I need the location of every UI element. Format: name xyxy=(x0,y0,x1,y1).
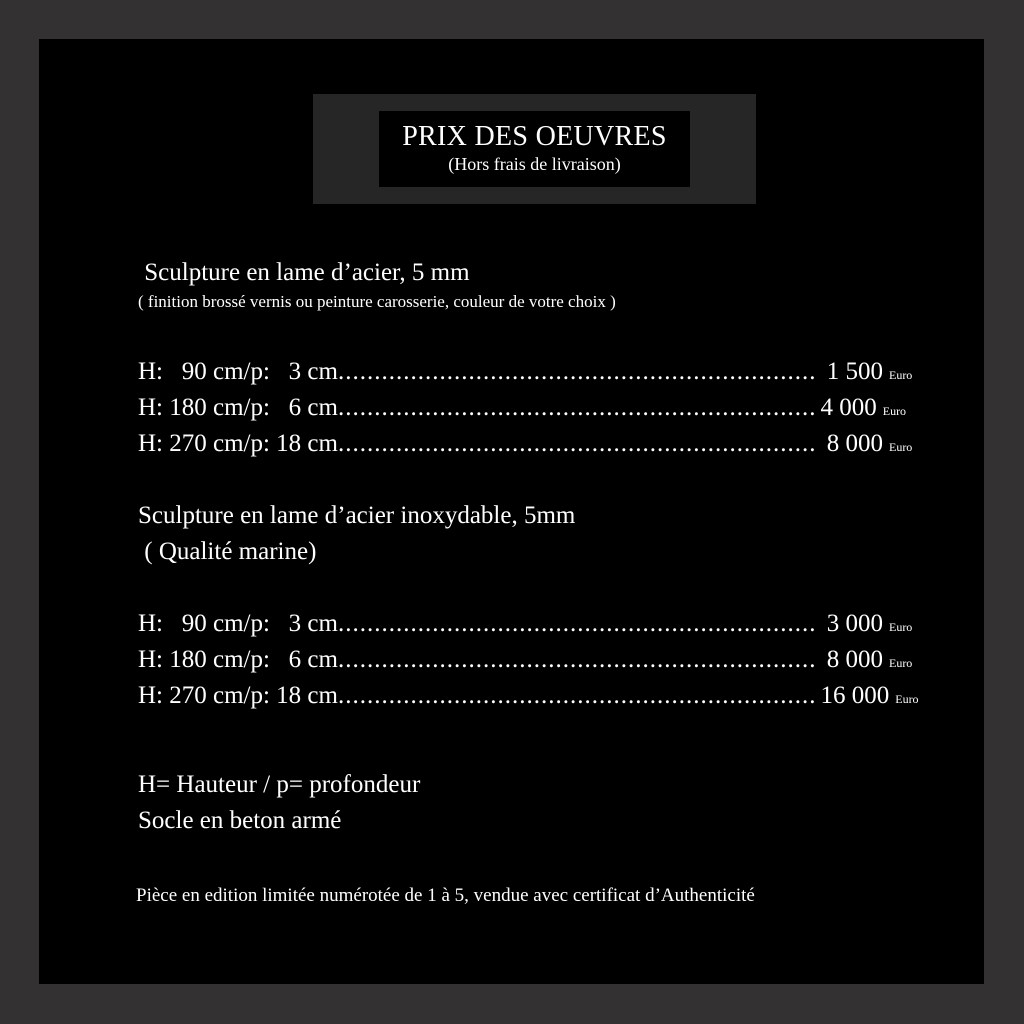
leader-dots: .................................................................. xyxy=(337,394,817,421)
price-row xyxy=(138,393,907,426)
leader-dots: .................................................................. xyxy=(337,682,817,709)
currency: Euro xyxy=(888,368,913,382)
legend-base: Socle en beton armé xyxy=(138,807,342,834)
dimensions: H: 270 cm/p: 18 cm xyxy=(138,682,338,709)
currency: Euro xyxy=(888,620,913,634)
dimensions: H: 90 cm/p: 3 cm xyxy=(138,358,338,385)
currency: Euro xyxy=(895,692,919,706)
price-value: 8 000 xyxy=(820,646,883,673)
leader-dots: .................................................................. xyxy=(337,646,817,673)
section1-heading: Sculpture en lame d’acier, 5 mm xyxy=(138,259,470,286)
currency: Euro xyxy=(888,656,913,670)
title-box xyxy=(313,94,756,204)
price-value: 1 500 xyxy=(820,358,883,385)
legend-abbreviations: H= Hauteur / p= profondeur xyxy=(138,771,421,798)
dimensions: H: 180 cm/p: 6 cm xyxy=(138,394,338,421)
price-value: 16 000 xyxy=(820,682,890,709)
section2-note: ( Qualité marine) xyxy=(138,538,317,565)
edition-note: Pièce en edition limitée numérotée de 1 à 5, vendue avec certificat d’Authenticité xyxy=(136,885,755,906)
price-row xyxy=(138,609,913,642)
price-row xyxy=(138,681,919,714)
price-value: 3 000 xyxy=(820,610,883,637)
section1-note: ( finition brossé vernis ou peinture carosserie, couleur de votre choix ) xyxy=(138,292,616,311)
currency: Euro xyxy=(888,440,913,454)
price-sheet xyxy=(39,39,984,984)
leader-dots: .................................................................. xyxy=(337,430,817,457)
price-row xyxy=(138,429,913,462)
price-row xyxy=(138,357,913,390)
section2-heading: Sculpture en lame d’acier inoxydable, 5mm xyxy=(138,502,576,529)
dimensions: H: 90 cm/p: 3 cm xyxy=(138,610,338,637)
leader-dots: .................................................................. xyxy=(337,358,817,385)
currency: Euro xyxy=(882,404,907,418)
price-row xyxy=(138,645,913,678)
dimensions: H: 270 cm/p: 18 cm xyxy=(138,430,338,457)
price-value: 4 000 xyxy=(820,394,877,421)
page-subtitle: (Hors frais de livraison) xyxy=(448,154,621,174)
dimensions: H: 180 cm/p: 6 cm xyxy=(138,646,338,673)
page-title: PRIX DES OEUVRES xyxy=(402,121,667,152)
title-panel xyxy=(379,111,690,187)
leader-dots: .................................................................. xyxy=(337,610,817,637)
price-value: 8 000 xyxy=(820,430,883,457)
